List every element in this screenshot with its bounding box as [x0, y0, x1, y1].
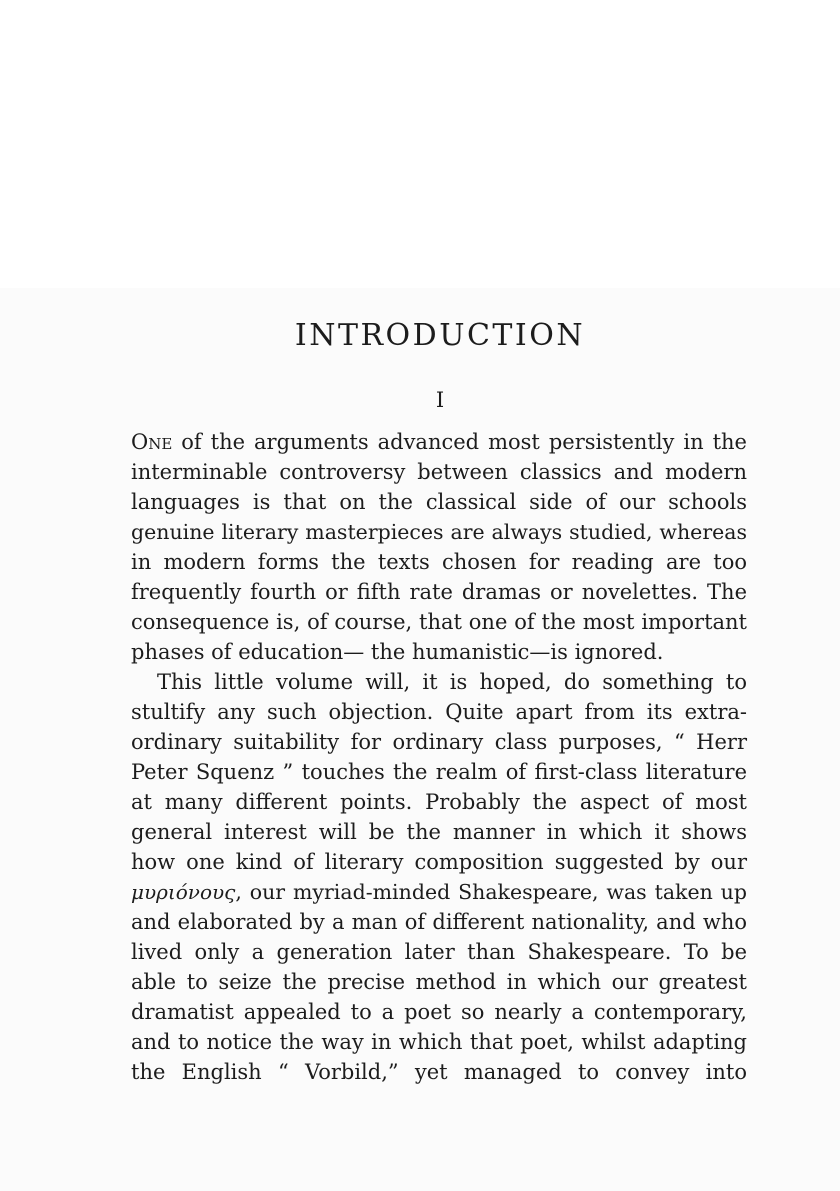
text-line: dramatist appealed to a poet so nearly a contemporary, [131, 1000, 747, 1024]
text-line [131, 877, 747, 907]
body-text [131, 427, 747, 1087]
text-line: ordinary suitability for ordinary class purposes, “ Herr [131, 730, 747, 754]
line-text: , our myriad-minded Shakespeare, was taken up [235, 880, 747, 904]
paragraph [131, 427, 747, 667]
text-line: consequence is, of course, that one of the most important [131, 610, 747, 634]
page-title: INTRODUCTION [294, 318, 586, 353]
text-line: and to notice the way in which that poet, whilst adapting [131, 1030, 747, 1054]
text-line: languages is that on the classical side of our schools [131, 490, 747, 514]
text-line: phases of education— the humanistic—is ignored. [131, 640, 664, 664]
drop-lead-word: One [131, 430, 173, 454]
text-line: general interest will be the manner in which it shows [131, 820, 747, 844]
text-line: This little volume will, it is hoped, do something to [157, 670, 747, 694]
text-line: Peter Squenz ” touches the realm of first-class literature [131, 760, 747, 784]
text-line: at many different points. Probably the aspect of most [131, 790, 747, 814]
text-line: frequently fourth or fifth rate dramas or novelettes. The [131, 580, 747, 604]
text-line [131, 427, 747, 457]
text-line: stultify any such objection. Quite apart from its extra- [131, 700, 747, 724]
line-text: of the arguments advanced most persistently in the [172, 430, 747, 454]
text-line: able to seize the precise method in which our greatest [131, 970, 747, 994]
text-line: in modern forms the texts chosen for reading are too [131, 550, 747, 574]
text-line: genuine literary masterpieces are always studied, whereas [131, 520, 747, 544]
section-number: I [435, 388, 445, 412]
text-line: interminable controversy between classics and modern [131, 460, 747, 484]
text-line: lived only a generation later than Shakespeare. To be [131, 940, 747, 964]
greek-word: μυριόνους [131, 880, 236, 904]
text-line: how one kind of literary composition suggested by our [131, 850, 747, 874]
paragraph [131, 667, 747, 1087]
text-line: and elaborated by a man of different nationality, and who [131, 910, 747, 934]
text-line: the English “ Vorbild,” yet managed to convey into [131, 1060, 747, 1084]
